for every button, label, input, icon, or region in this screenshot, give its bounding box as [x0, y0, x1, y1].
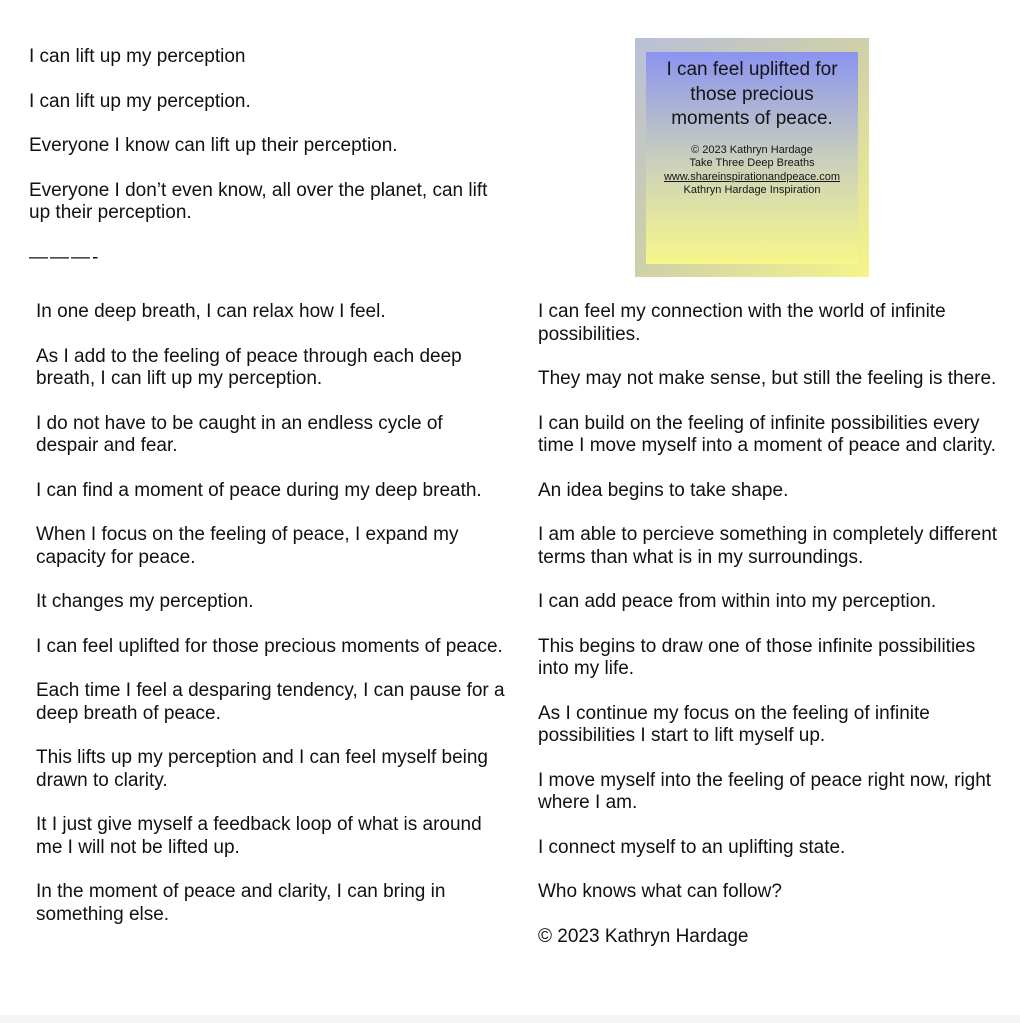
paragraph: I can feel my connection with the world of infinite possibilities. — [538, 301, 946, 345]
intro-section — [29, 46, 499, 291]
paragraph: It changes my perception. — [36, 591, 254, 612]
quote-card-inner — [646, 52, 858, 264]
intro-line: I can lift up my perception. — [29, 90, 251, 112]
card-copyright: © 2023 Kathryn Hardage — [691, 143, 813, 156]
paragraph: I can add peace from within into my perception. — [538, 591, 937, 612]
paragraph: In one deep breath, I can relax how I feel. — [36, 301, 386, 322]
left-column — [36, 301, 506, 948]
right-column — [538, 301, 998, 970]
separator: ———- — [29, 246, 101, 268]
card-quote: I can feel uplifted for those precious moments of peace. — [666, 59, 838, 129]
quote-card-image — [635, 38, 869, 277]
paragraph: This lifts up my perception and I can feel myself being drawn to clarity. — [36, 747, 489, 791]
paragraph: When I focus on the feeling of peace, I expand my capacity for peace. — [36, 524, 459, 568]
paragraph: As I continue my focus on the feeling of infinite possibilities I start to lift myself up. — [538, 702, 930, 746]
paragraph: This begins to draw one of those infinite possibilities into my life. — [538, 635, 976, 679]
paragraph: I connect myself to an uplifting state. — [538, 836, 846, 858]
paragraph: Who knows what can follow? — [538, 881, 782, 902]
paragraph: It I just give myself a feedback loop of what is around me I will not be lifted up. — [36, 814, 482, 858]
paragraph: I do not have to be caught in an endless cycle of despair and fear. — [36, 412, 443, 456]
post-title: I can lift up my perception — [29, 46, 246, 67]
bottom-band — [0, 1015, 1020, 1023]
card-subtitle: Take Three Deep Breaths — [689, 157, 815, 169]
copyright-footer: © 2023 Kathryn Hardage — [538, 925, 749, 947]
paragraph: Each time I feel a desparing tendency, I can pause for a deep breath of peace. — [36, 680, 505, 724]
card-url: www.shareinspirationandpeace.com — [663, 170, 841, 183]
paragraph: I can feel uplifted for those precious moments of peace. — [36, 635, 503, 657]
intro-line: Everyone I don’t even know, all over the planet, can lift up their perception. — [29, 179, 488, 223]
intro-line: Everyone I know can lift up their perception. — [29, 135, 398, 156]
paragraph: As I add to the feeling of peace through each deep breath, I can lift up my perception. — [36, 345, 462, 389]
paragraph: I can find a moment of peace during my deep breath. — [36, 479, 482, 501]
paragraph: An idea begins to take shape. — [538, 479, 789, 501]
card-brand: Kathryn Hardage Inspiration — [683, 184, 821, 196]
paragraph: They may not make sense, but still the feeling is there. — [538, 368, 997, 389]
paragraph: I can build on the feeling of infinite possibilities every time I move myself into a moment of peace and clarity. — [538, 412, 996, 456]
paragraph: I move myself into the feeling of peace right now, right where I am. — [538, 769, 992, 813]
paragraph: In the moment of peace and clarity, I can bring in something else. — [36, 881, 446, 925]
card-credits — [646, 144, 858, 198]
paragraph: I am able to percieve something in completely different terms than what is in my surroundings. — [538, 524, 998, 568]
